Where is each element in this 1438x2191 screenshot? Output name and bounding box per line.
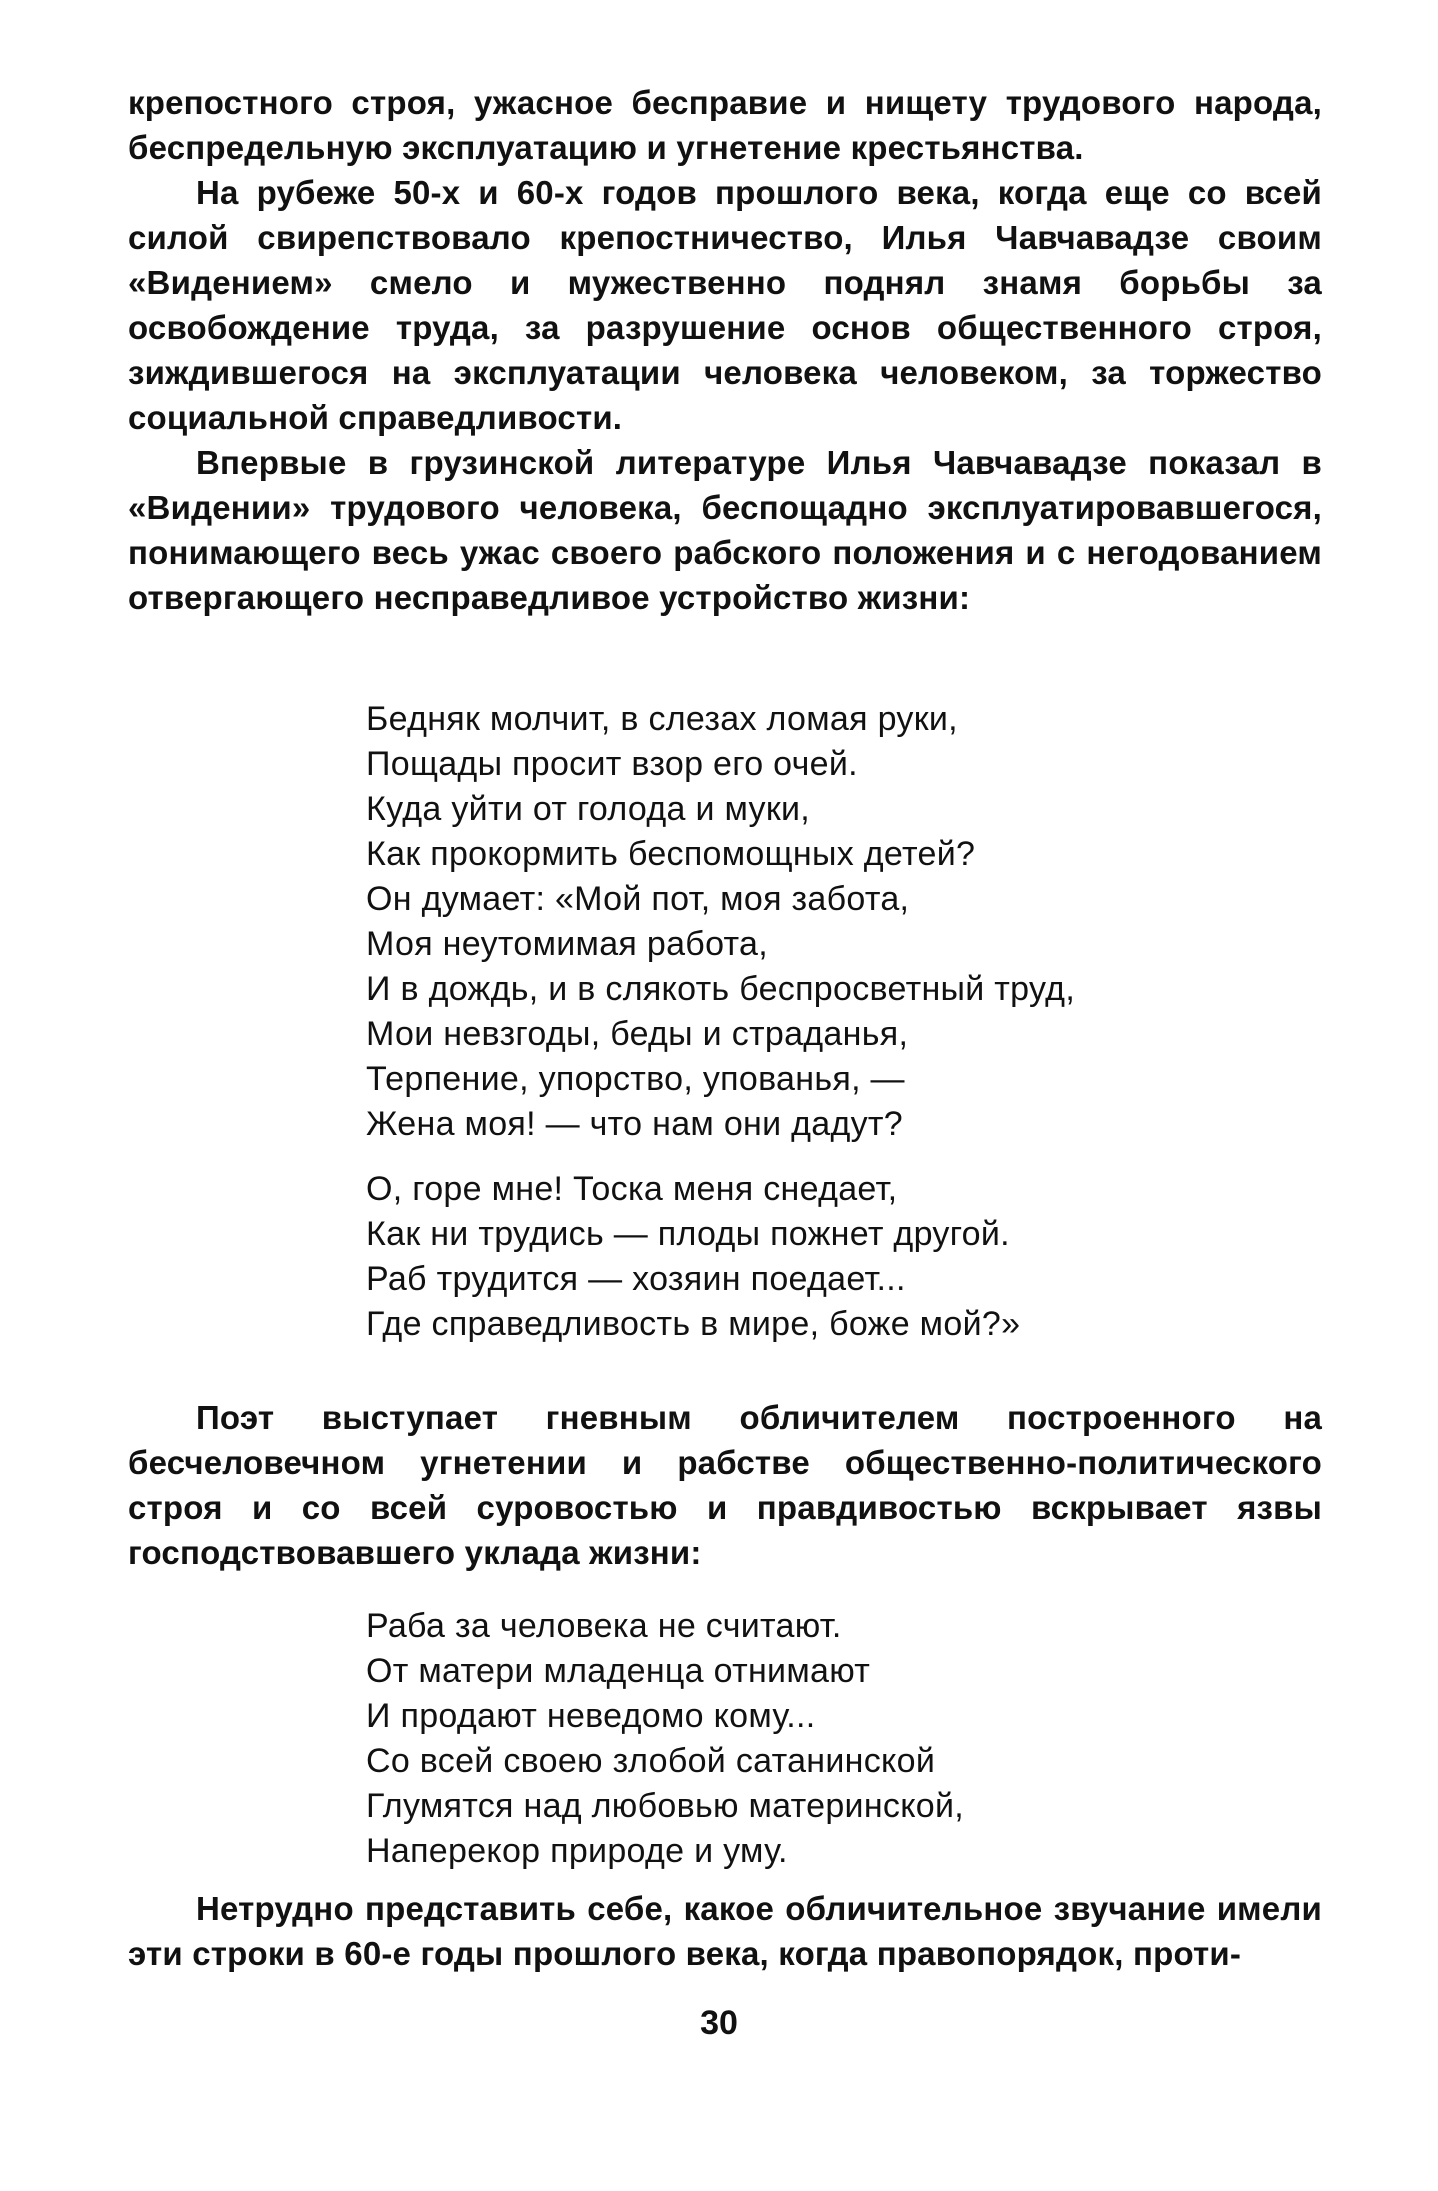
prose-block-3: [128, 1886, 1322, 1976]
poem-stanza-1: [366, 697, 1266, 1147]
poem-line: Терпение, упорство, упованья, —: [366, 1060, 905, 1098]
poem-line: От матери младенца отнимают: [366, 1652, 871, 1690]
poem-line: Жена моя! — что нам они дадут?: [366, 1105, 904, 1143]
poem-line: Раб трудится — хозяин поедает...: [366, 1260, 906, 1298]
poem-line: Где справедливость в мире, боже мой?»: [366, 1305, 1021, 1343]
poem-line: Моя неутомимая работа,: [366, 925, 768, 963]
paragraph-1: На рубеже 50-х и 60-х годов прошлого века, когда еще со всей силой свирепствовало крепостничество, Илья Чавчавадзе своим «Видением» смело и мужественно поднял знамя борьбы за освобождение труда, за разрушение основ общественного строя, зиждившегося на эксплуатации человека человеком, за торжество социальной справедливости.: [128, 174, 1322, 436]
paragraph-4: Нетрудно представить себе, какое обличительное звучание имели эти строки в 60-е годы прошлого века, когда правопорядок, проти-: [128, 1890, 1322, 1972]
poem-line: Наперекор природе и уму.: [366, 1832, 788, 1870]
poem-line: Как ни трудись — плоды пожнет другой.: [366, 1215, 1010, 1253]
poem-line: Мои невзгоды, беды и страданья,: [366, 1015, 909, 1053]
paragraph-3: Поэт выступает гневным обличителем построенного на бесчеловечном угнетении и рабстве общественно-политического строя и со всей суровостью и правдивостью вскрывает язвы господствовавшего уклада жизни:: [128, 1399, 1322, 1571]
poem-stanza-3: [366, 1604, 1266, 1874]
poem-vision-excerpt: [366, 697, 1266, 1367]
page-number: 30: [700, 2004, 738, 2042]
poem-line: Со всей своею злобой сатанинской: [366, 1742, 936, 1780]
poem-stanza-2: [366, 1167, 1266, 1347]
poem-line: И в дождь, и в слякоть беспросветный труд,: [366, 970, 1076, 1008]
poem-line: Раба за человека не считают.: [366, 1607, 842, 1645]
poem-second-excerpt: [366, 1604, 1266, 1894]
prose-block-1: [128, 80, 1322, 620]
prose-block-2: [128, 1395, 1322, 1575]
paragraph-continuation: крепостного строя, ужасное бесправие и нищету трудового народа, беспредельную эксплуатацию и угнетение крестьянства.: [128, 84, 1322, 166]
poem-line: И продают неведомо кому...: [366, 1697, 816, 1735]
poem-line: Пощады просит взор его очей.: [366, 745, 858, 783]
poem-line: О, горе мне! Тоска меня снедает,: [366, 1170, 898, 1208]
poem-line: Бедняк молчит, в слезах ломая руки,: [366, 700, 958, 738]
poem-line: Куда уйти от голода и муки,: [366, 790, 811, 828]
poem-line: Как прокормить беспомощных детей?: [366, 835, 976, 873]
poem-line: Глумятся над любовью материнской,: [366, 1787, 965, 1825]
poem-line: Он думает: «Мой пот, моя забота,: [366, 880, 910, 918]
paragraph-2: Впервые в грузинской литературе Илья Чавчавадзе показал в «Видении» трудового человека, беспощадно эксплуатировавшегося, понимающего весь ужас своего рабского положения и с негодованием отвергающего несправедливое устройство жизни:: [128, 444, 1322, 616]
